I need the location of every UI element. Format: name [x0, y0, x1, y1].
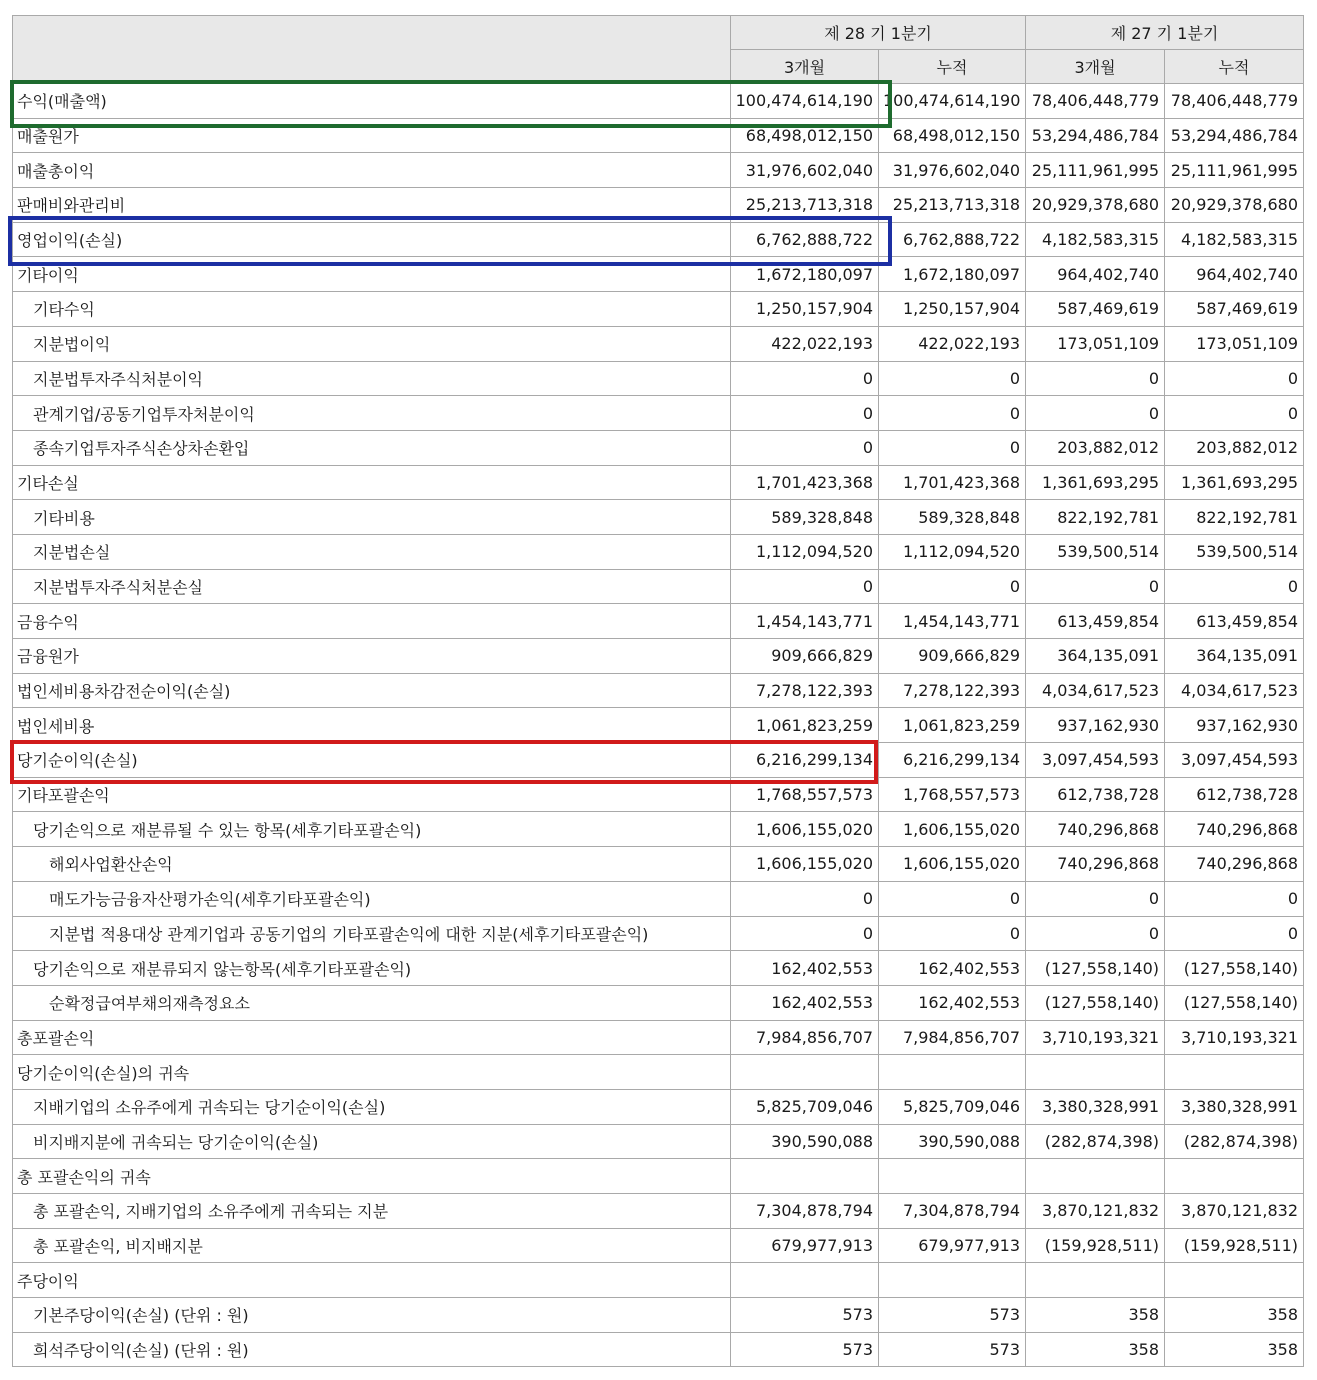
current-cum-value: 6,216,299,134 [879, 743, 1026, 778]
table-row [13, 1124, 1304, 1159]
table-row [13, 1263, 1304, 1298]
prior-cum-value: 740,296,868 [1165, 812, 1304, 847]
current-cum-value: 1,250,157,904 [879, 292, 1026, 327]
current-cum-value: 0 [879, 396, 1026, 431]
current-3m-value: 25,213,713,318 [731, 188, 879, 223]
table-row [13, 673, 1304, 708]
row-label: 기타손실 [13, 465, 731, 500]
prior-3m-value: 0 [1026, 569, 1165, 604]
row-label: 총포괄손익 [13, 1020, 731, 1055]
header-sub-prior-cum: 누적 [1165, 50, 1304, 84]
table-row [13, 916, 1304, 951]
prior-cum-value: 25,111,961,995 [1165, 153, 1304, 188]
row-label: 종속기업투자주식손상차손환입 [13, 430, 731, 465]
prior-cum-value: 740,296,868 [1165, 847, 1304, 882]
prior-cum-value: 4,034,617,523 [1165, 673, 1304, 708]
row-label: 해외사업환산손익 [13, 847, 731, 882]
table-row [13, 534, 1304, 569]
prior-cum-value: 20,929,378,680 [1165, 188, 1304, 223]
header-sub-current-3m: 3개월 [731, 50, 879, 84]
current-3m-value: 679,977,913 [731, 1228, 879, 1263]
current-3m-value: 1,606,155,020 [731, 812, 879, 847]
prior-cum-value: 613,459,854 [1165, 604, 1304, 639]
table-row [13, 361, 1304, 396]
current-3m-value: 1,672,180,097 [731, 257, 879, 292]
current-cum-value [879, 1159, 1026, 1194]
header-blank-cell [13, 16, 731, 84]
prior-cum-value [1165, 1263, 1304, 1298]
current-cum-value: 0 [879, 881, 1026, 916]
prior-3m-value: 822,192,781 [1026, 500, 1165, 535]
prior-cum-value: 0 [1165, 396, 1304, 431]
current-cum-value: 7,304,878,794 [879, 1194, 1026, 1229]
row-label: 비지배지분에 귀속되는 당기순이익(손실) [13, 1124, 731, 1159]
current-cum-value: 1,606,155,020 [879, 812, 1026, 847]
current-3m-value: 162,402,553 [731, 985, 879, 1020]
row-label: 기본주당이익(손실) (단위 : 원) [13, 1298, 731, 1333]
current-cum-value [879, 1263, 1026, 1298]
prior-cum-value: 173,051,109 [1165, 326, 1304, 361]
current-cum-value: 589,328,848 [879, 500, 1026, 535]
current-cum-value: 5,825,709,046 [879, 1089, 1026, 1124]
current-3m-value: 0 [731, 396, 879, 431]
current-3m-value: 162,402,553 [731, 951, 879, 986]
prior-3m-value: 0 [1026, 396, 1165, 431]
row-label: 총 포괄손익, 비지배지분 [13, 1228, 731, 1263]
current-3m-value [731, 1159, 879, 1194]
header-row-periods [13, 16, 1304, 50]
current-cum-value: 162,402,553 [879, 985, 1026, 1020]
current-3m-value: 0 [731, 916, 879, 951]
current-3m-value: 6,216,299,134 [731, 743, 879, 778]
prior-cum-value: 78,406,448,779 [1165, 84, 1304, 119]
row-label: 순확정급여부채의재측정요소 [13, 985, 731, 1020]
prior-3m-value: 358 [1026, 1298, 1165, 1333]
prior-3m-value: 612,738,728 [1026, 777, 1165, 812]
current-3m-value [731, 1263, 879, 1298]
table-row [13, 465, 1304, 500]
table-row [13, 881, 1304, 916]
table-row [13, 292, 1304, 327]
table-row [13, 812, 1304, 847]
prior-3m-value: (127,558,140) [1026, 951, 1165, 986]
current-3m-value: 1,454,143,771 [731, 604, 879, 639]
table-row [13, 500, 1304, 535]
row-label: 지분법 적용대상 관계기업과 공동기업의 기타포괄손익에 대한 지분(세후기타포괄손익) [13, 916, 731, 951]
current-cum-value: 100,474,614,190 [879, 84, 1026, 119]
prior-cum-value: 0 [1165, 361, 1304, 396]
current-3m-value: 0 [731, 430, 879, 465]
prior-3m-value: 740,296,868 [1026, 847, 1165, 882]
row-label: 지분법투자주식처분손실 [13, 569, 731, 604]
row-label: 주당이익 [13, 1263, 731, 1298]
row-label: 지분법이익 [13, 326, 731, 361]
row-label: 당기순이익(손실) [13, 743, 731, 778]
prior-3m-value: (282,874,398) [1026, 1124, 1165, 1159]
current-cum-value: 6,762,888,722 [879, 222, 1026, 257]
prior-3m-value: 173,051,109 [1026, 326, 1165, 361]
prior-cum-value: 364,135,091 [1165, 639, 1304, 674]
current-3m-value: 390,590,088 [731, 1124, 879, 1159]
prior-cum-value: 822,192,781 [1165, 500, 1304, 535]
row-label: 기타비용 [13, 500, 731, 535]
table-row [13, 257, 1304, 292]
row-label: 매출원가 [13, 118, 731, 153]
row-label: 총 포괄손익의 귀속 [13, 1159, 731, 1194]
prior-3m-value: 25,111,961,995 [1026, 153, 1165, 188]
row-label: 기타수익 [13, 292, 731, 327]
current-3m-value: 7,984,856,707 [731, 1020, 879, 1055]
row-label: 매출총이익 [13, 153, 731, 188]
prior-3m-value: 78,406,448,779 [1026, 84, 1165, 119]
current-3m-value: 1,250,157,904 [731, 292, 879, 327]
row-label: 기타이익 [13, 257, 731, 292]
current-3m-value: 589,328,848 [731, 500, 879, 535]
row-label: 법인세비용차감전순이익(손실) [13, 673, 731, 708]
current-3m-value: 7,304,878,794 [731, 1194, 879, 1229]
prior-cum-value: 0 [1165, 881, 1304, 916]
current-3m-value: 573 [731, 1332, 879, 1367]
prior-cum-value: (127,558,140) [1165, 951, 1304, 986]
prior-cum-value: 3,870,121,832 [1165, 1194, 1304, 1229]
row-label: 지분법투자주식처분이익 [13, 361, 731, 396]
current-3m-value: 5,825,709,046 [731, 1089, 879, 1124]
current-3m-value: 422,022,193 [731, 326, 879, 361]
table-row [13, 1332, 1304, 1367]
table-row [13, 708, 1304, 743]
current-cum-value: 0 [879, 569, 1026, 604]
table-row [13, 1228, 1304, 1263]
row-label: 법인세비용 [13, 708, 731, 743]
table-row [13, 326, 1304, 361]
prior-3m-value: 3,380,328,991 [1026, 1089, 1165, 1124]
prior-cum-value: 964,402,740 [1165, 257, 1304, 292]
header-period-prior: 제 27 기 1분기 [1026, 16, 1304, 50]
prior-3m-value: (127,558,140) [1026, 985, 1165, 1020]
current-3m-value: 0 [731, 881, 879, 916]
table-row [13, 188, 1304, 223]
prior-cum-value: 358 [1165, 1332, 1304, 1367]
row-label: 지분법손실 [13, 534, 731, 569]
current-cum-value: 31,976,602,040 [879, 153, 1026, 188]
prior-cum-value: (127,558,140) [1165, 985, 1304, 1020]
current-cum-value: 25,213,713,318 [879, 188, 1026, 223]
table-row [13, 951, 1304, 986]
table-row [13, 1055, 1304, 1090]
current-3m-value: 6,762,888,722 [731, 222, 879, 257]
current-3m-value: 1,061,823,259 [731, 708, 879, 743]
header-sub-prior-3m: 3개월 [1026, 50, 1165, 84]
table-row [13, 396, 1304, 431]
prior-3m-value [1026, 1263, 1165, 1298]
current-3m-value: 1,112,094,520 [731, 534, 879, 569]
prior-3m-value: 964,402,740 [1026, 257, 1165, 292]
prior-3m-value: 20,929,378,680 [1026, 188, 1165, 223]
current-3m-value: 1,701,423,368 [731, 465, 879, 500]
current-cum-value: 1,606,155,020 [879, 847, 1026, 882]
income-statement-table [12, 15, 1304, 1367]
row-label: 총 포괄손익, 지배기업의 소유주에게 귀속되는 지분 [13, 1194, 731, 1229]
prior-cum-value: 358 [1165, 1298, 1304, 1333]
prior-3m-value: 613,459,854 [1026, 604, 1165, 639]
prior-3m-value: (159,928,511) [1026, 1228, 1165, 1263]
row-label: 관계기업/공동기업투자처분이익 [13, 396, 731, 431]
prior-3m-value [1026, 1159, 1165, 1194]
prior-3m-value [1026, 1055, 1165, 1090]
current-cum-value: 0 [879, 361, 1026, 396]
prior-3m-value: 4,182,583,315 [1026, 222, 1165, 257]
current-cum-value: 7,984,856,707 [879, 1020, 1026, 1055]
current-3m-value: 100,474,614,190 [731, 84, 879, 119]
current-cum-value: 1,701,423,368 [879, 465, 1026, 500]
current-cum-value: 573 [879, 1298, 1026, 1333]
header-period-current: 제 28 기 1분기 [731, 16, 1026, 50]
prior-3m-value: 587,469,619 [1026, 292, 1165, 327]
current-cum-value: 909,666,829 [879, 639, 1026, 674]
prior-3m-value: 4,034,617,523 [1026, 673, 1165, 708]
prior-3m-value: 740,296,868 [1026, 812, 1165, 847]
table-row [13, 1194, 1304, 1229]
row-label: 당기순이익(손실)의 귀속 [13, 1055, 731, 1090]
prior-cum-value: 0 [1165, 569, 1304, 604]
table-row [13, 985, 1304, 1020]
current-3m-value: 31,976,602,040 [731, 153, 879, 188]
table-row [13, 1159, 1304, 1194]
prior-cum-value: 0 [1165, 916, 1304, 951]
row-label: 금융원가 [13, 639, 731, 674]
prior-3m-value: 0 [1026, 881, 1165, 916]
prior-3m-value: 358 [1026, 1332, 1165, 1367]
row-label: 기타포괄손익 [13, 777, 731, 812]
prior-3m-value: 0 [1026, 361, 1165, 396]
prior-cum-value: (282,874,398) [1165, 1124, 1304, 1159]
current-cum-value: 162,402,553 [879, 951, 1026, 986]
current-cum-value: 7,278,122,393 [879, 673, 1026, 708]
table-body [13, 84, 1304, 1367]
table-row [13, 1298, 1304, 1333]
prior-cum-value: 587,469,619 [1165, 292, 1304, 327]
prior-3m-value: 3,710,193,321 [1026, 1020, 1165, 1055]
row-label: 지배기업의 소유주에게 귀속되는 당기순이익(손실) [13, 1089, 731, 1124]
table-row [13, 118, 1304, 153]
current-3m-value: 909,666,829 [731, 639, 879, 674]
current-3m-value: 0 [731, 361, 879, 396]
prior-cum-value: 203,882,012 [1165, 430, 1304, 465]
table-row [13, 430, 1304, 465]
table-row [13, 569, 1304, 604]
table-row [13, 743, 1304, 778]
row-label: 당기손익으로 재분류되지 않는항목(세후기타포괄손익) [13, 951, 731, 986]
current-3m-value: 68,498,012,150 [731, 118, 879, 153]
current-cum-value: 422,022,193 [879, 326, 1026, 361]
table-row [13, 604, 1304, 639]
current-cum-value: 1,112,094,520 [879, 534, 1026, 569]
current-cum-value: 0 [879, 916, 1026, 951]
row-label: 수익(매출액) [13, 84, 731, 119]
table-row [13, 222, 1304, 257]
table-row [13, 84, 1304, 119]
prior-3m-value: 364,135,091 [1026, 639, 1165, 674]
current-cum-value: 1,061,823,259 [879, 708, 1026, 743]
current-cum-value: 679,977,913 [879, 1228, 1026, 1263]
prior-cum-value: 612,738,728 [1165, 777, 1304, 812]
prior-cum-value: 3,380,328,991 [1165, 1089, 1304, 1124]
current-cum-value: 573 [879, 1332, 1026, 1367]
current-3m-value [731, 1055, 879, 1090]
row-label: 희석주당이익(손실) (단위 : 원) [13, 1332, 731, 1367]
table-row [13, 847, 1304, 882]
table-row [13, 153, 1304, 188]
prior-cum-value: 539,500,514 [1165, 534, 1304, 569]
prior-3m-value: 53,294,486,784 [1026, 118, 1165, 153]
header-sub-current-cum: 누적 [879, 50, 1026, 84]
row-label: 매도가능금융자산평가손익(세후기타포괄손익) [13, 881, 731, 916]
table-header [13, 16, 1304, 84]
prior-cum-value: 4,182,583,315 [1165, 222, 1304, 257]
prior-cum-value [1165, 1055, 1304, 1090]
current-cum-value: 1,672,180,097 [879, 257, 1026, 292]
prior-cum-value: 3,710,193,321 [1165, 1020, 1304, 1055]
table-row [13, 1020, 1304, 1055]
prior-3m-value: 1,361,693,295 [1026, 465, 1165, 500]
prior-3m-value: 3,870,121,832 [1026, 1194, 1165, 1229]
prior-cum-value: 53,294,486,784 [1165, 118, 1304, 153]
prior-3m-value: 539,500,514 [1026, 534, 1165, 569]
current-cum-value: 1,768,557,573 [879, 777, 1026, 812]
current-3m-value: 0 [731, 569, 879, 604]
prior-cum-value: (159,928,511) [1165, 1228, 1304, 1263]
current-3m-value: 1,768,557,573 [731, 777, 879, 812]
current-cum-value: 68,498,012,150 [879, 118, 1026, 153]
row-label: 영업이익(손실) [13, 222, 731, 257]
table-row [13, 1089, 1304, 1124]
prior-3m-value: 203,882,012 [1026, 430, 1165, 465]
row-label: 금융수익 [13, 604, 731, 639]
current-cum-value: 390,590,088 [879, 1124, 1026, 1159]
current-cum-value: 0 [879, 430, 1026, 465]
current-3m-value: 7,278,122,393 [731, 673, 879, 708]
row-label: 판매비와관리비 [13, 188, 731, 223]
current-cum-value [879, 1055, 1026, 1090]
income-statement [12, 15, 1303, 1367]
row-label: 당기손익으로 재분류될 수 있는 항목(세후기타포괄손익) [13, 812, 731, 847]
table-row [13, 639, 1304, 674]
current-3m-value: 1,606,155,020 [731, 847, 879, 882]
prior-cum-value: 937,162,930 [1165, 708, 1304, 743]
prior-cum-value: 3,097,454,593 [1165, 743, 1304, 778]
prior-3m-value: 0 [1026, 916, 1165, 951]
prior-cum-value: 1,361,693,295 [1165, 465, 1304, 500]
table-row [13, 777, 1304, 812]
current-cum-value: 1,454,143,771 [879, 604, 1026, 639]
current-3m-value: 573 [731, 1298, 879, 1333]
prior-cum-value [1165, 1159, 1304, 1194]
prior-3m-value: 3,097,454,593 [1026, 743, 1165, 778]
prior-3m-value: 937,162,930 [1026, 708, 1165, 743]
